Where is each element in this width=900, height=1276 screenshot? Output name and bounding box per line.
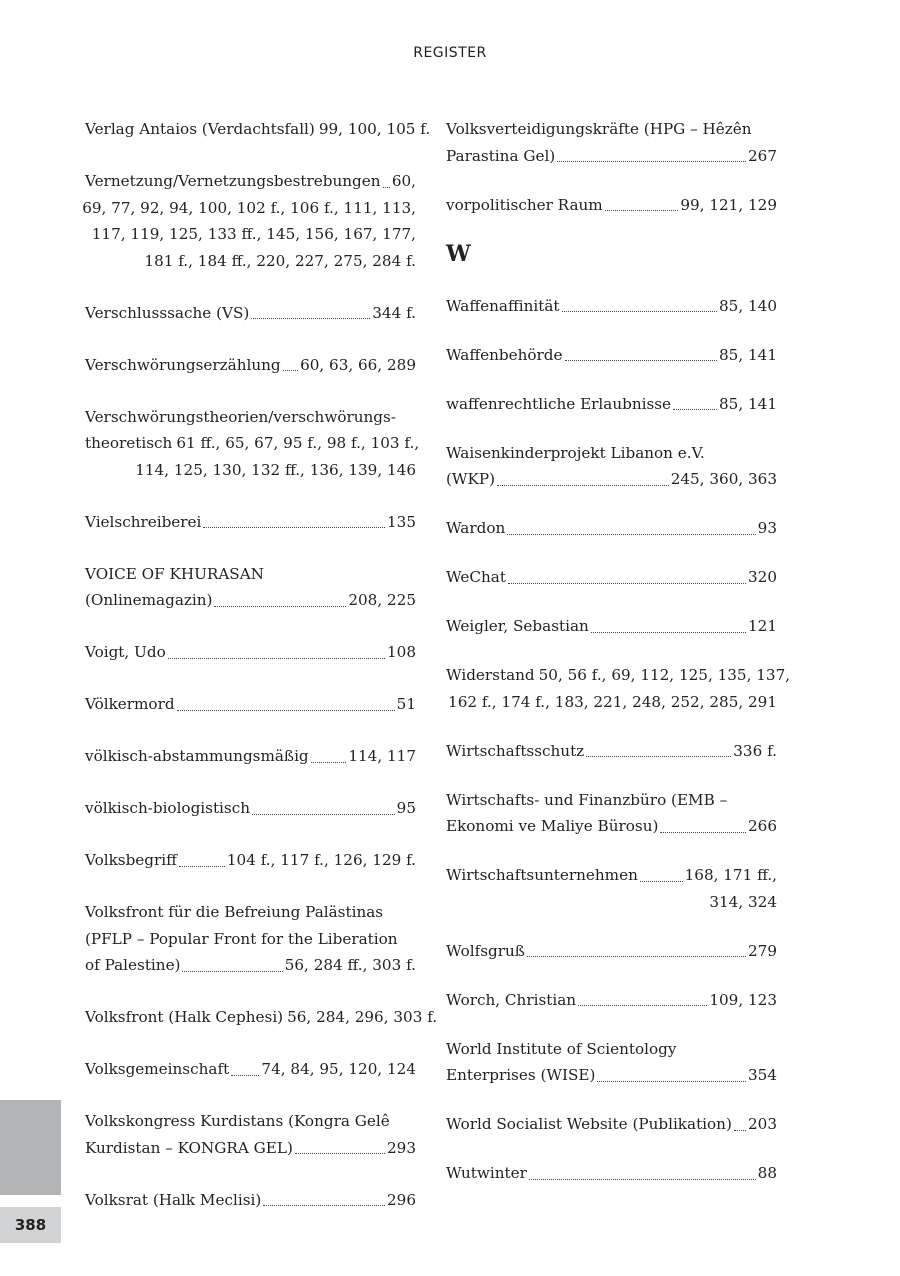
page-references: 61 ff., 65, 67, 95 f., 98 f., 103 f.,: [176, 434, 420, 452]
index-group-v: [446, 116, 777, 218]
index-term: (Onlinemagazin): [85, 591, 213, 609]
index-line: [85, 926, 416, 953]
index-line: [446, 738, 777, 765]
index-line: [85, 430, 420, 457]
index-entry: [85, 795, 416, 822]
index-term: Volkskongress Kurdistans (Kongra Gelê: [85, 1112, 390, 1130]
page-references: 88: [757, 1164, 777, 1182]
index-line: [85, 952, 416, 979]
index-line: [85, 168, 416, 195]
index-line: [85, 743, 416, 770]
dot-leader: [565, 342, 718, 369]
dot-leader: [597, 1062, 746, 1089]
dot-leader: [252, 795, 395, 822]
index-term: waffenrechtliche Erlaubnisse: [446, 394, 672, 413]
index-term: Volksbegriff: [85, 851, 177, 869]
page-references: 95: [396, 799, 416, 817]
index-line: [85, 795, 416, 822]
page-references: 344 f.: [372, 303, 416, 322]
index-entry: [446, 192, 777, 219]
index-line: [446, 564, 777, 591]
index-entry: [85, 639, 416, 666]
index-term: Volksfront (Halk Cephesi): [85, 1008, 284, 1026]
dot-leader: [507, 515, 755, 542]
dot-leader: [251, 300, 370, 327]
index-entry: [85, 1056, 416, 1083]
index-line: [446, 938, 777, 965]
index-entry: [85, 1187, 416, 1214]
index-entry: [446, 116, 777, 169]
page-references: 314, 324: [709, 892, 777, 911]
dot-leader: [383, 168, 390, 195]
index-entry: [85, 743, 416, 770]
index-term: Verschlusssache (VS): [85, 303, 250, 322]
index-line: [446, 613, 777, 640]
index-line: [446, 391, 777, 418]
index-term: Waisenkinderprojekt Libanon e.V.: [446, 443, 705, 462]
index-line: [446, 813, 777, 840]
index-term: Enterprises (WISE): [446, 1066, 596, 1084]
index-line-continuation: [85, 221, 416, 248]
page-references: 293: [387, 1138, 416, 1157]
dot-leader: [214, 587, 346, 614]
page-references: 245, 360, 363: [670, 470, 777, 488]
index-entry: [446, 787, 777, 840]
index-term: Kurdistan – KONGRA GEL): [85, 1138, 293, 1157]
index-entry: [446, 342, 777, 369]
index-line: [446, 987, 777, 1014]
index-term: Voigt, Udo: [85, 643, 166, 661]
index-line-continuation: [446, 689, 777, 716]
index-entry: [85, 116, 431, 143]
dot-leader: [182, 952, 282, 979]
index-line: [85, 1108, 416, 1135]
index-entry: [446, 1111, 777, 1138]
index-line: [85, 691, 416, 718]
index-term: Widerstand: [446, 666, 535, 684]
index-line: [446, 787, 777, 814]
index-line: [446, 1062, 777, 1089]
index-term: Waffenaffinität: [446, 296, 560, 315]
index-line: [85, 899, 416, 926]
dot-leader: [578, 987, 707, 1014]
dot-leader: [591, 613, 746, 640]
dot-leader: [231, 1056, 259, 1083]
page-references: 60,: [391, 172, 416, 190]
index-line: [85, 639, 416, 666]
index-line: [85, 1135, 416, 1162]
index-entry: [446, 515, 777, 542]
index-term: Volksverteidigungskräfte (HPG – Hêzên: [446, 120, 752, 138]
dot-leader: [203, 509, 385, 536]
dot-leader: [177, 691, 395, 718]
page-references: 99, 121, 129: [680, 195, 777, 214]
index-term: of Palestine): [85, 956, 181, 974]
index-entry: [446, 662, 791, 715]
dot-leader: [508, 564, 746, 591]
page-references: 168, 171 ff.,: [684, 866, 777, 884]
index-entry: [85, 691, 416, 718]
index-entry: [85, 352, 416, 379]
index-term: Volksrat (Halk Meclisi): [85, 1190, 262, 1209]
dot-leader: [557, 143, 746, 170]
index-entry: [85, 899, 416, 979]
index-entry: [446, 1036, 777, 1089]
page-references: 60, 63, 66, 289: [300, 355, 416, 374]
index-entry: [446, 440, 777, 493]
index-term: Wirtschaftsunternehmen: [446, 866, 638, 884]
page-references: 162 f., 174 f., 183, 221, 248, 252, 285, 291: [448, 692, 777, 711]
index-term: Wutwinter: [446, 1164, 527, 1182]
page-references: 85, 141: [719, 345, 777, 364]
dot-leader: [527, 938, 746, 965]
index-line: [85, 509, 416, 536]
index-term: VOICE OF KHURASAN: [85, 564, 264, 583]
page-references: 56, 284, 296, 303 f.: [287, 1008, 438, 1026]
dot-leader: [529, 1160, 756, 1187]
index-entry: [446, 293, 777, 320]
page-references: 114, 117: [348, 747, 416, 765]
page-references: 208, 225: [348, 591, 416, 609]
index-line: [446, 862, 777, 889]
dot-leader: [734, 1111, 746, 1138]
index-term: WeChat: [446, 568, 506, 586]
running-header: REGISTER: [413, 45, 487, 61]
index-term: (WKP): [446, 470, 496, 488]
index-line: [85, 352, 416, 379]
index-term: Verschwörungstheorien/verschwörungs-: [85, 407, 396, 426]
index-line: [85, 300, 416, 327]
dot-leader: [179, 847, 225, 874]
dot-leader: [673, 391, 717, 418]
index-entry: [446, 613, 777, 640]
dot-leader: [263, 1187, 385, 1214]
index-entry: [85, 561, 416, 614]
index-line: [85, 1004, 438, 1031]
page-references: 121: [748, 617, 777, 635]
dot-leader: [562, 293, 718, 320]
index-line-continuation: [446, 889, 777, 916]
index-line: [446, 116, 777, 143]
index-line: [446, 662, 791, 689]
page-references: 85, 140: [719, 296, 777, 315]
page-references: 354: [748, 1066, 777, 1084]
index-entry: [446, 391, 777, 418]
index-line: [85, 404, 416, 431]
page-references: 108: [387, 643, 416, 661]
page-references: 69, 77, 92, 94, 100, 102 f., 106 f., 111, 113,: [82, 198, 416, 217]
index-line: [446, 293, 777, 320]
page-references: 85, 141: [719, 394, 777, 413]
section-letter-heading: W: [446, 240, 471, 267]
index-line: [446, 1111, 777, 1138]
page-references: 93: [757, 519, 777, 537]
index-term: Waffenbehörde: [446, 345, 563, 364]
index-line-continuation: [82, 195, 416, 222]
index-term: Verlag Antaios (Verdachtsfall): [85, 120, 315, 138]
index-entry: [85, 404, 420, 484]
thumb-index-tab: [0, 1100, 61, 1195]
page-number: 388: [0, 1207, 61, 1243]
dot-leader: [660, 813, 746, 840]
index-term: theoretisch: [85, 434, 173, 452]
index-term: Wolfsgruß: [446, 941, 525, 960]
index-term: Wirtschaftsschutz: [446, 741, 585, 760]
index-term: Vernetzung/Vernetzungsbestrebungen: [85, 172, 381, 190]
index-entry: [85, 509, 416, 536]
index-line: [85, 561, 416, 588]
index-line: [446, 515, 777, 542]
index-line: [446, 1160, 777, 1187]
dot-leader: [586, 738, 731, 765]
index-term: Weigler, Sebastian: [446, 617, 589, 635]
index-line: [446, 342, 777, 369]
page-references: 74, 84, 95, 120, 124: [261, 1060, 416, 1078]
index-entry: [446, 738, 777, 765]
index-entry: [82, 168, 416, 274]
page-references: 181 f., 184 ff., 220, 227, 275, 284 f.: [144, 251, 416, 270]
page-references: 51: [396, 695, 416, 713]
index-line: [85, 116, 431, 143]
index-term: völkisch-biologistisch: [85, 799, 250, 817]
page-references: 109, 123: [709, 990, 777, 1009]
index-line: [446, 143, 777, 170]
page-references: 267: [748, 146, 777, 165]
page-references: 104 f., 117 f., 126, 129 f.: [226, 851, 416, 869]
dot-leader: [283, 352, 298, 379]
dot-leader: [311, 743, 347, 770]
index-line: [85, 1056, 416, 1083]
page-references: 114, 125, 130, 132 ff., 136, 139, 146: [135, 460, 416, 479]
index-entry: [85, 847, 416, 874]
dot-leader: [640, 862, 683, 889]
page-references: 99, 100, 105 f.: [318, 120, 431, 138]
index-entry: [85, 300, 416, 327]
index-line-continuation: [85, 248, 416, 275]
index-line-continuation: [85, 457, 416, 484]
index-line: [85, 1187, 416, 1214]
dot-leader: [497, 466, 669, 493]
index-column-left: [82, 116, 438, 1239]
dot-leader: [295, 1135, 385, 1162]
index-entry: [446, 1160, 777, 1187]
page-references: 296: [387, 1190, 416, 1209]
index-line: [446, 1036, 777, 1063]
page-references: 320: [748, 568, 777, 586]
page-references: 266: [748, 817, 777, 835]
index-term: Volksfront für die Befreiung Palästinas: [85, 903, 384, 921]
index-term: Worch, Christian: [446, 990, 577, 1009]
index-term: World Institute of Scientology: [446, 1039, 677, 1058]
dot-leader: [605, 192, 679, 219]
index-term: völkisch-abstammungsmäßig: [85, 747, 309, 765]
index-term: Völkermord: [85, 695, 175, 713]
page-references: 117, 119, 125, 133 ff., 145, 156, 167, 177,: [91, 225, 416, 243]
index-entry: [446, 938, 777, 965]
index-term: World Socialist Website (Publikation): [446, 1115, 732, 1133]
page-references: 279: [748, 941, 777, 960]
index-entry: [446, 564, 777, 591]
index-line: [446, 440, 777, 467]
dot-leader: [168, 639, 385, 666]
index-term: (PFLP – Popular Front for the Liberation: [85, 929, 398, 948]
page-references: 135: [387, 512, 416, 531]
index-entry: [446, 862, 777, 915]
index-group-w: [446, 293, 791, 1187]
page-references: 203: [748, 1115, 777, 1133]
index-line: [446, 192, 777, 219]
index-term: Vielschreiberei: [85, 512, 202, 531]
index-line: [85, 847, 416, 874]
page-references: 50, 56 f., 69, 112, 125, 135, 137,: [538, 666, 791, 684]
index-term: Wirtschafts- und Finanzbüro (EMB –: [446, 790, 728, 809]
index-entry: [85, 1004, 438, 1031]
index-line: [446, 466, 777, 493]
index-term: Volksgemeinschaft: [85, 1060, 230, 1078]
index-term: Wardon: [446, 519, 506, 537]
index-term: Ekonomi ve Maliye Bürosu): [446, 817, 659, 835]
page-references: 336 f.: [733, 741, 777, 760]
index-entry: [85, 1108, 416, 1161]
page-references: 56, 284 ff., 303 f.: [284, 956, 416, 974]
index-line: [85, 587, 416, 614]
index-entry: [446, 987, 777, 1014]
index-column-right: [446, 116, 791, 1209]
index-term: Verschwörungserzählung: [85, 355, 281, 374]
index-term: Parastina Gel): [446, 146, 556, 165]
index-term: vorpolitischer Raum: [446, 195, 603, 214]
